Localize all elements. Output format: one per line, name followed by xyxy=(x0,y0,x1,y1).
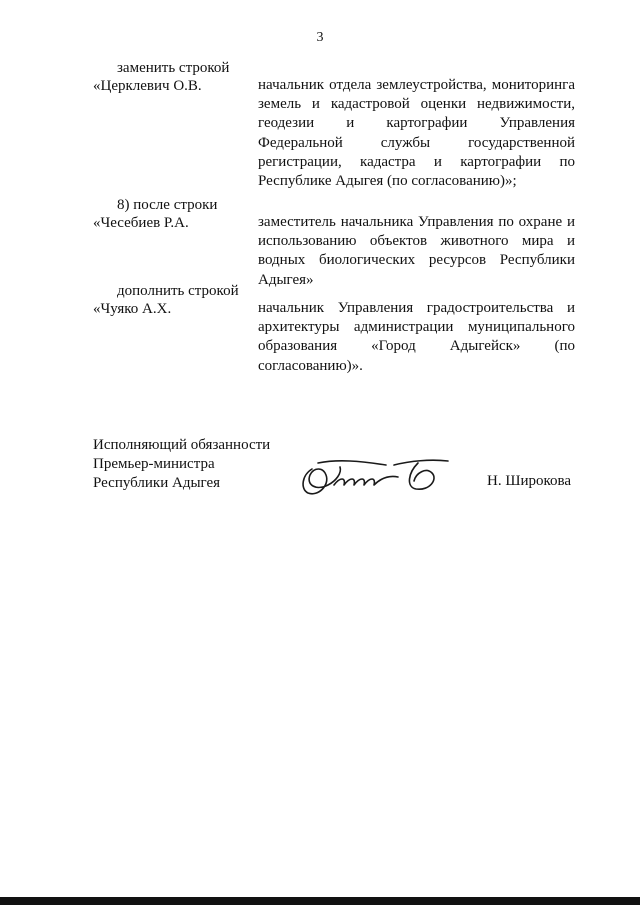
signatory-title xyxy=(93,436,270,493)
instruction-add-line: дополнить строкой xyxy=(117,283,239,299)
person-name-chuyako: «Чуяко А.Х. xyxy=(93,301,172,317)
instruction-replace: заменить строкой xyxy=(117,60,230,76)
instruction-after-line: 8) после строки xyxy=(117,197,218,213)
page-number: 3 xyxy=(316,30,324,45)
handwritten-signature-icon xyxy=(298,455,458,501)
position-description-tserklevich: начальник отдела землеустройства, мониторинга земель и кадастровой оценки недвижимости, геодезии и картографии Управления Федеральной службы государственной регистрации, кадастра и картографии по Республике Адыгея (по согласованию)»; xyxy=(258,77,575,190)
signatory-title-line: Исполняющий обязанности xyxy=(93,437,271,453)
position-description-chesebiev: заместитель начальника Управления по охране и использованию объектов животного мира и водных биологических ресурсов Республики Адыгея» xyxy=(258,214,575,288)
signatory-title-line: Республики Адыгея xyxy=(93,475,221,491)
signer-name: Н. Широкова xyxy=(487,473,572,489)
position-description-chuyako: начальник Управления градостроительства и архитектуры администрации муниципального образования «Город Адыгейск» (по согласованию)». xyxy=(258,300,575,374)
person-name-tserklevich: «Церклевич О.В. xyxy=(93,78,202,94)
person-name-chesebiev: «Чесебиев Р.А. xyxy=(93,215,189,231)
signatory-title-line: Премьер-министра xyxy=(93,456,215,472)
page-bottom-edge xyxy=(0,897,640,905)
